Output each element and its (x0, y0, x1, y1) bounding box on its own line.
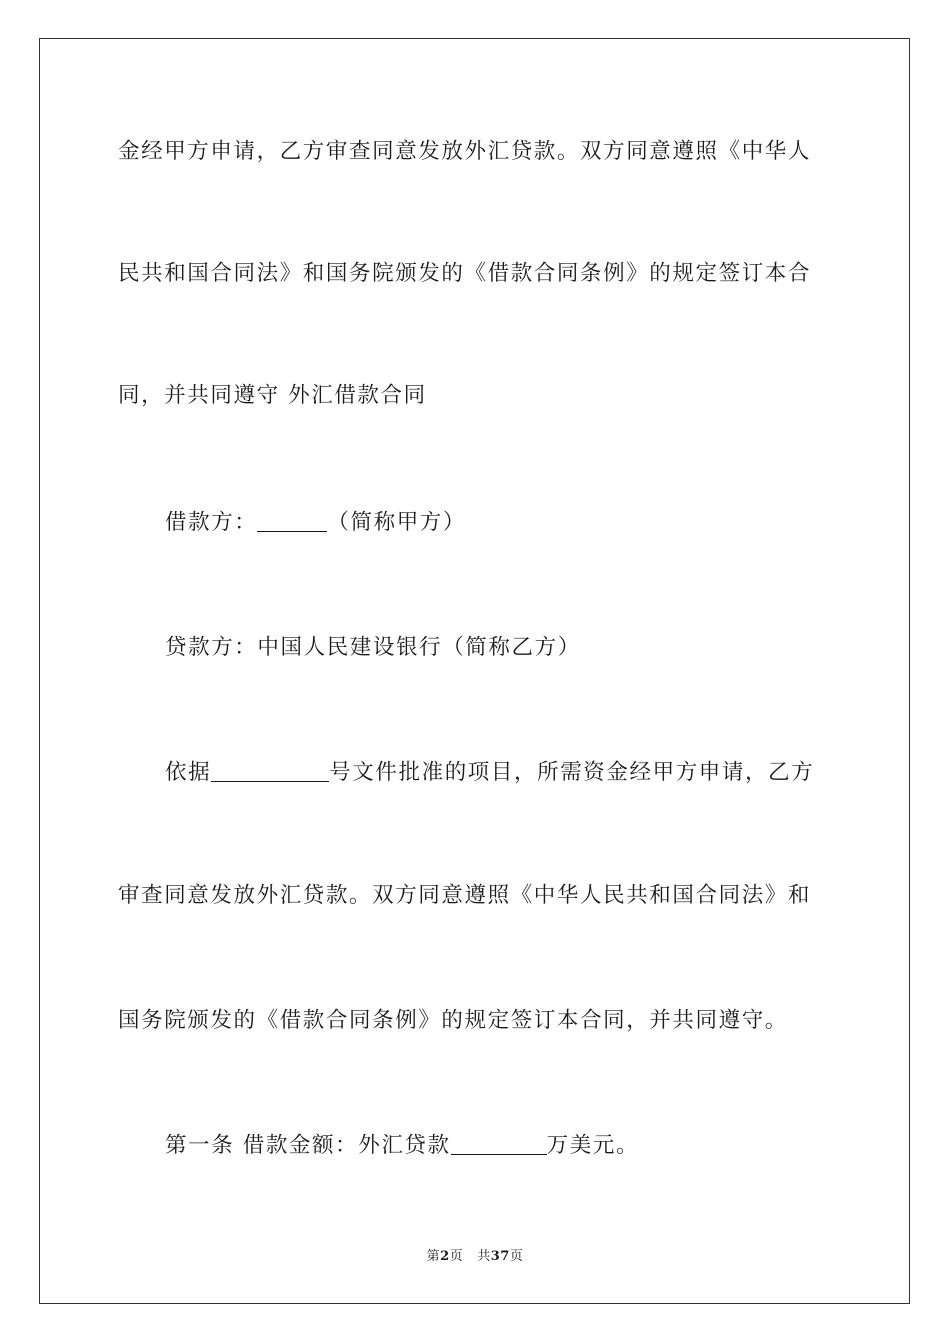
footer-page-prefix: 第 (426, 1249, 441, 1264)
basis-blank (211, 759, 329, 782)
paragraph-line-2: 民共和国合同法》和国务院颁发的《借款合同条例》的规定签订本合 (118, 261, 812, 286)
borrower-label: 借款方： (165, 510, 258, 535)
lender-line: 贷款方：中国人民建设银行（简称乙方） (165, 635, 581, 660)
article-1-suffix: 万美元。 (546, 1133, 640, 1158)
basis-line-3: 国务院颁发的《借款合同条例》的规定签订本合同，并共同遵守。 (118, 1008, 788, 1033)
footer-page-suffix: 页 (449, 1249, 464, 1264)
footer-page-number: 2 (440, 1249, 450, 1264)
article-1-prefix: 第一条 借款金额：外汇贷款 (165, 1133, 451, 1158)
paragraph-line-3: 同，并共同遵守 外汇借款合同 (118, 383, 427, 408)
page-footer (0, 1248, 950, 1266)
footer-total-prefix: 共 (477, 1249, 491, 1264)
borrower-blank (257, 509, 327, 532)
page-frame (39, 38, 910, 1304)
basis-suffix: 号文件批准的项目，所需资金经甲方申请，乙方 (329, 760, 815, 785)
basis-line-2: 审查同意发放外汇贷款。双方同意遵照《中华人民共和国合同法》和 (118, 883, 812, 908)
footer-total-pages: 37 (490, 1249, 510, 1264)
article-1-blank (451, 1132, 547, 1155)
borrower-line (165, 508, 880, 538)
borrower-suffix: （简称甲方） (327, 510, 467, 535)
basis-prefix: 依据 (165, 760, 212, 785)
footer-total-suffix: 页 (509, 1249, 524, 1264)
article-1-line (165, 1131, 880, 1161)
basis-line (165, 758, 880, 788)
paragraph-line-1: 金经甲方申请，乙方审查同意发放外汇贷款。双方同意遵照《中华人 (118, 139, 812, 164)
